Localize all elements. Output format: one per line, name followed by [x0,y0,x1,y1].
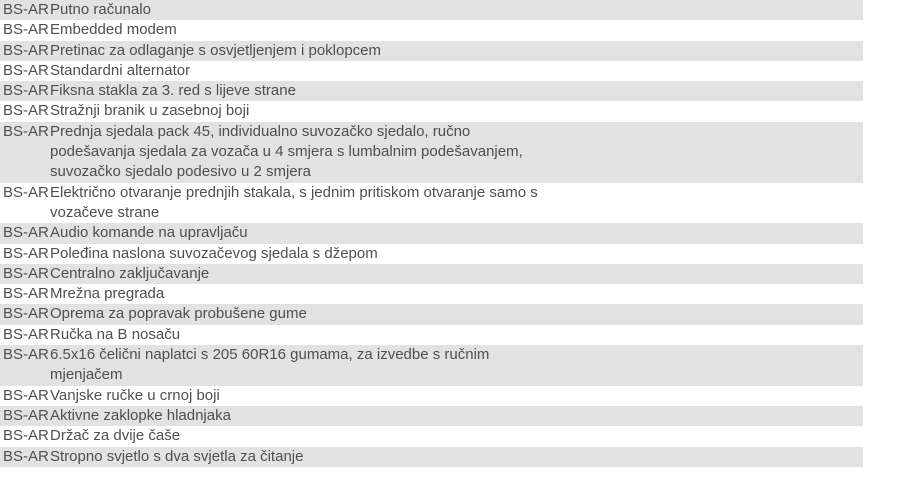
table-row [0,183,863,224]
row-description-line: Pretinac za odlaganje s osvjetljenjem i poklopcem [50,41,382,59]
row-description-line: Aktivne zaklopke hladnjaka [50,406,231,424]
table-row [0,61,863,81]
table-row [0,101,863,121]
row-code: BS-AR [3,346,49,364]
row-description [50,447,863,467]
row-code: BS-AR [3,264,49,282]
row-description-line: mjenjačem [50,366,123,384]
row-description-line: podešavanja sjedala za vozača u 4 smjera s lumbalnim podešavanjem, [50,143,523,161]
row-code: BS-AR [3,406,49,424]
row-code: BS-AR [3,21,49,39]
row-description-line: Putno računalo [50,1,151,18]
table-row [0,81,863,101]
row-code: BS-AR [3,325,49,343]
row-description-line: suvozačko sjedalo podesivo u 2 smjera [50,163,311,181]
row-description [50,304,863,324]
row-description [50,101,863,121]
table-row [0,244,863,264]
row-description-line: Embedded modem [50,21,177,39]
row-description-line: Stražnji branik u zasebnoj boji [50,102,250,120]
row-description-line: Standardni alternator [50,61,191,79]
row-code: BS-AR [3,386,49,404]
row-code: BS-AR [3,1,49,18]
row-code: BS-AR [3,285,49,303]
row-description-line: 6.5x16 čelični naplatci s 205 60R16 gumama, za izvedbe s ručnim [50,346,490,364]
table-row [0,304,863,324]
table-row [0,264,863,284]
row-description-line: Centralno zaključavanje [50,264,210,282]
row-description-line: Prednja sjedala pack 45, individualno suvozačko sjedalo, ručno [50,122,471,140]
row-description-line: Ručka na B nosaču [50,325,181,343]
row-code: BS-AR [3,122,49,140]
row-code: BS-AR [3,224,49,242]
row-description-line: Stropno svjetlo s dva svjetla za čitanje [50,447,304,465]
row-description-line: Električno otvaranje prednjih stakala, s jednim pritiskom otvaranje samo s [50,183,538,201]
row-description [50,325,863,345]
table-row [0,345,863,386]
table-row [0,284,863,304]
row-description [50,386,863,406]
row-code: BS-AR [3,447,49,465]
table-row [0,20,863,40]
row-description-line: Držač za dvije čaše [50,427,181,445]
row-description [50,244,863,264]
row-code: BS-AR [3,61,49,79]
row-description [50,426,863,446]
table-row [0,122,863,183]
table-row [0,325,863,345]
table-row [0,0,863,20]
table-row [0,447,863,467]
row-code: BS-AR [3,427,49,445]
row-description-line: Fiksna stakla za 3. red s lijeve strane [50,82,296,100]
row-description [50,223,863,243]
table-row [0,406,863,426]
table-row [0,426,863,446]
table-row [0,41,863,61]
row-description [50,20,863,40]
row-description [50,183,863,224]
row-description [50,0,863,20]
row-code: BS-AR [3,183,49,201]
row-code: BS-AR [3,82,49,100]
row-description-line: Oprema za popravak probušene gume [50,305,307,323]
row-description [50,284,863,304]
row-description [50,61,863,81]
row-description [50,81,863,101]
row-description [50,406,863,426]
row-description-line: vozačeve strane [50,203,160,221]
row-description [50,345,863,386]
row-code: BS-AR [3,102,49,120]
row-description-line: Poleđina naslona suvozačevog sjedala s džepom [50,244,378,262]
row-description-line: Vanjske ručke u crnoj boji [50,386,220,404]
table-row [0,386,863,406]
table-row [0,223,863,243]
row-code: BS-AR [3,244,49,262]
row-description [50,122,863,183]
row-code: BS-AR [3,41,49,59]
row-description [50,264,863,284]
row-description-line: Audio komande na upravljaču [50,224,248,242]
row-description [50,41,863,61]
row-code: BS-AR [3,305,49,323]
row-description-line: Mrežna pregrada [50,285,165,303]
